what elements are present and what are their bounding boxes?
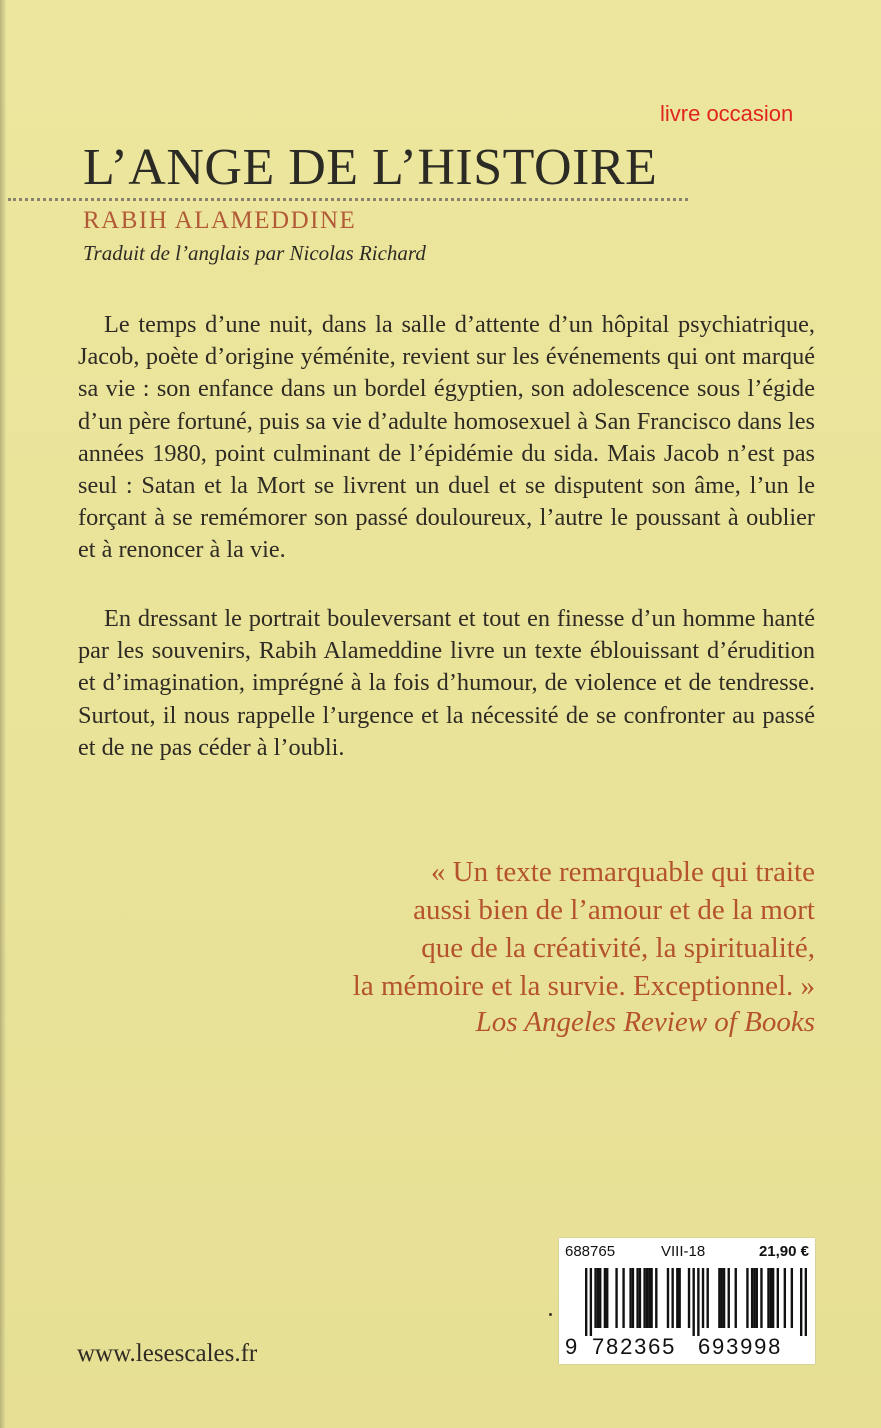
quote-line: que de la créativité, la spiritualité, [421, 932, 815, 964]
barcode-bar [667, 1268, 669, 1328]
barcode-bar [629, 1268, 631, 1328]
barcode-bar [688, 1268, 690, 1328]
barcode-bar [721, 1268, 723, 1328]
barcode-code: VIII-18 [661, 1243, 706, 1260]
barcode-bar [728, 1268, 730, 1328]
quote-line: aussi bien de l’amour et de la mort [413, 894, 815, 926]
barcode-bar [751, 1268, 753, 1328]
barcode-guard-bar [585, 1268, 587, 1336]
barcode-bar [770, 1268, 772, 1328]
barcode-bar [632, 1268, 634, 1328]
press-quote [290, 853, 815, 1005]
barcode-bars [585, 1268, 807, 1336]
barcode-bar [702, 1268, 704, 1328]
quote-source: Los Angeles Review of Books [475, 1006, 815, 1038]
barcode-bar [604, 1268, 606, 1328]
barcode-guard-bar [697, 1268, 699, 1336]
barcode-bar [599, 1268, 601, 1328]
barcode-bar [746, 1268, 748, 1328]
barcode-bar [772, 1268, 774, 1328]
barcode-bar [646, 1268, 648, 1328]
summary-paragraph-1: Le temps d’une nuit, dans la salle d’attente d’un hôpital psychiatrique, Jacob, poète d’origine yéménite, revient sur les événements qui ont marqué sa vie : son enfance dans un bordel égyptien, son adolescence sous l’égide d’un père fortuné, puis sa vie d’adulte homosexuel à San Francisco dans les années 1980, point culminant de l’épidémie du sida. Mais Jacob n’est pas seul : Satan et la Mort se livrent un duel et se disputent son âme, l’un le forçant à se remémorer son passé douloureux, l’autre le poussant à oublier et à renoncer à la vie. [78, 311, 815, 564]
quote-line: la mémoire et la survie. Exceptionnel. » [352, 970, 815, 1002]
isbn-group-2: 693998 [698, 1334, 783, 1359]
barcode-bar [753, 1268, 755, 1328]
barcode-bar [648, 1268, 650, 1328]
barcode-reference: 688765 [565, 1243, 616, 1260]
barcode-bar [678, 1268, 680, 1328]
barcode-bar [606, 1268, 608, 1328]
barcode-bar [671, 1268, 673, 1328]
barcode-guard-bar [692, 1268, 694, 1336]
isbn-digits [565, 1334, 809, 1360]
barcode-guard-bar [805, 1268, 807, 1336]
book-title: L’ANGE DE L’HISTOIRE [83, 139, 658, 196]
barcode-bar [636, 1268, 638, 1328]
barcode-guard-bar [800, 1268, 802, 1336]
barcode-bar [723, 1268, 725, 1328]
barcode-bar [615, 1268, 617, 1328]
barcode-bar [643, 1268, 645, 1328]
translator-credit: Traduit de l’anglais par Nicolas Richard [83, 241, 426, 265]
barcode-bar [777, 1268, 779, 1328]
barcode-bar [760, 1268, 762, 1328]
dotted-divider [8, 198, 688, 201]
barcode-bar [594, 1268, 596, 1328]
barcode-label [559, 1238, 815, 1364]
barcode-bar [718, 1268, 720, 1328]
barcode-bar [676, 1268, 678, 1328]
cover-edge [0, 0, 6, 1428]
isbn-lead-digit: 9 [565, 1334, 578, 1359]
barcode-bar [791, 1268, 793, 1328]
publisher-website: www.lesescales.fr [77, 1340, 258, 1367]
barcode-info-row [565, 1243, 809, 1261]
barcode-bar [707, 1268, 709, 1328]
summary-paragraph-2: En dressant le portrait bouleversant et tout en finesse d’un homme hanté par les souvenirs, Rabih Alameddine livre un texte éblouissant d’érudition et d’imagination, imprégné à la fois d’humour, de violence et de tendresse. Surtout, il nous rappelle l’urgence et la nécessité de se confronter au passé et de ne pas céder à l’oubli. [78, 605, 815, 761]
barcode-bar [597, 1268, 599, 1328]
barcode-bar [650, 1268, 652, 1328]
quote-line: « Un texte remarquable qui traite [430, 856, 815, 888]
barcode-bar [767, 1268, 769, 1328]
barcode-guard-bar [590, 1268, 592, 1336]
barcode-bar [735, 1268, 737, 1328]
barcode-bar [622, 1268, 624, 1328]
barcode-bar [756, 1268, 758, 1328]
barcode-bar [655, 1268, 657, 1328]
barcode-bar [639, 1268, 641, 1328]
barcode-price: 21,90 € [758, 1243, 809, 1260]
isbn-group-1: 782365 [592, 1334, 677, 1359]
print-speck [549, 1313, 552, 1316]
book-author: RABIH ALAMEDDINE [83, 207, 357, 234]
watermark-label: livre occasion [660, 101, 794, 126]
barcode-bar [784, 1268, 786, 1328]
